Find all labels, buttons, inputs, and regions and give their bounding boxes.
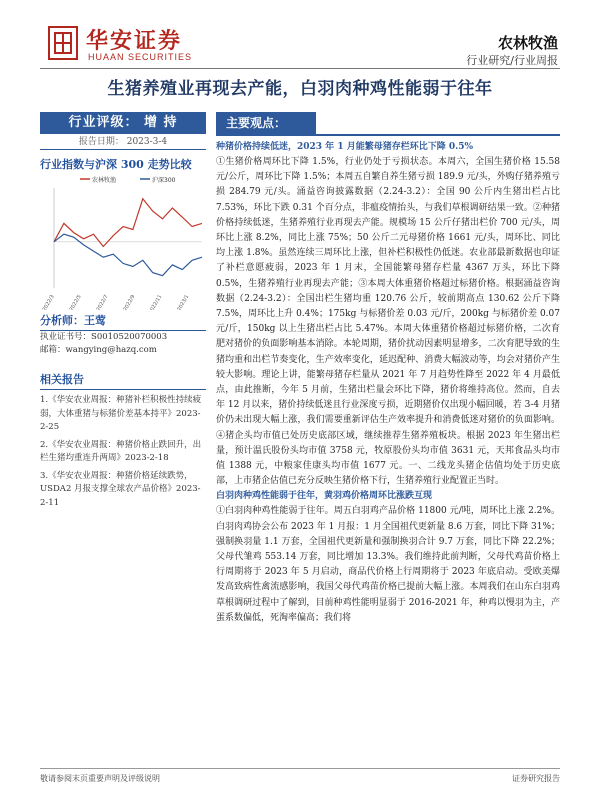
logo-english: HUAAN SECURITIES (88, 52, 193, 62)
report-title: 生猪养殖业再现去产能，白羽肉种鸡性能弱于往年 (107, 79, 493, 99)
rating-bar: 行业评级： 增 持 (40, 112, 206, 134)
x-tick-label: 2022/3 (41, 294, 56, 310)
related-report-1[interactable]: 1.《华安农业周报：种猪补栏积极性持续疲弱，大体重猪与标猪价差基本持平》2023-2-25 (40, 395, 202, 432)
related-reports-title: 相关报告 (40, 371, 206, 390)
logo-text: 华安证券 (86, 28, 183, 54)
main-points-label: 主要观点： (216, 112, 316, 134)
report-date (40, 134, 206, 150)
header-divider (40, 68, 560, 69)
footer-disclaimer: 敬请参阅末页重要声明及评级说明 (40, 774, 160, 783)
main-content (216, 112, 560, 626)
section-heading-1: 种猪价格持续低迷，2023 年 1 月能繁母猪存栏环比下降 0.5% (216, 142, 474, 152)
footer-label: 证券研究报告 (512, 774, 560, 783)
legend-label-0: 农林牧渔 (92, 177, 117, 184)
logo-icon (48, 26, 78, 60)
analyst-email: 邮箱：wangying@hazq.com (40, 345, 157, 355)
analyst-license: 执业证书号：S0010520070003 (40, 332, 168, 342)
main-divider (216, 134, 560, 136)
legend-label-1: 沪深300 (152, 177, 176, 184)
page-footer (40, 768, 560, 784)
date-value: 2023-3-4 (126, 137, 168, 147)
index-chart (40, 172, 206, 310)
related-report-3[interactable]: 3.《华安农业周报：种猪价格延续跌势，USDA2 月报支撑全球农产品价格》2023-2-11 (40, 470, 201, 508)
index-chart-svg (40, 172, 206, 310)
date-label: 报告日期： (78, 137, 124, 147)
series-line-1 (54, 234, 202, 276)
x-tick-label: 2022/5 (68, 294, 83, 310)
sidebar (40, 112, 206, 510)
x-tick-label: 2022/7 (95, 294, 110, 310)
x-tick-label: 2022/11 (147, 294, 164, 310)
report-type: 行业研究/行业周报 (466, 54, 558, 67)
related-report-2[interactable]: 2.《华安农业周报：种猪价格止跌回升，出栏生猪均重连升两周》2023-2-18 (40, 439, 202, 463)
report-header (0, 0, 600, 110)
x-tick-label: 2022/9 (122, 294, 137, 310)
analyst-title: 分析师：王莺 (40, 312, 206, 331)
industry-name: 农林牧渔 (497, 34, 558, 52)
x-tick-label: 2023/1 (176, 294, 191, 310)
paragraph-1: ①生猪价格周环比下降 1.5%，行业仍处于亏损状态。本周六，全国生猪价格 15.58 元/公斤，周环比下降 1.5%；本周五自繁自养生猪亏损 189.9 元/头，外购仔猪养殖亏损 284.79 元/头。涌益咨询披露数据（2.24-3.2）：全国 90 公斤内生猪出栏占比 7.53%，环比下跌 0.31 个百分点，非瘟疫情抬头，与我们草根调研结果一致。②种猪价格持续低迷，生猪养殖行业再现去产能。规模场 15 公斤仔猪出栏价 700 元/头，周环比上涨 8.2%，同比上涨 75%；50 公斤二元母猪价格 1661 元/头，周环比、同比均上涨 1.8%。虽然连续三周环比上涨，但补栏积极性仍低迷。农业部最新数据也印证了补栏意愿疲弱，2023 年 1 月末，全国能繁母猪存栏量 4367 万头，环比下降 0.5%，生猪养殖行业再现去产能；③本周大体重猪价格超过标猪价格。根据涌益咨询数据（2.24-3.2）：全国出栏生猪均重 120.76 公斤，较前期高点 130.62 公斤下降 7.5%，周环比上升 0.4%；175kg 与标猪价差 0.03 元/斤，200kg 与标猪价差 0.07 元/斤，150kg 以上生猪出栏占比 5.47%。本周大体重猪价格超过标猪价格，二次育肥对猪价的负面影响基本消除。本轮周期，猪价扰动因素明显增多，二次育肥导致的生猪均重和出栏节奏变化，生产效率变化，延迟配种、消费大幅波动等，均会对猪价产生较大影响。理论上讲，能繁母猪存栏量从 2021 年 7 月趋势性降至 2022 年 4 月最低点，由此推断，今年 5 月前，生猪出栏量会环比下降，猪价将维持高位。然而，自去年 12 月以来，猪价持续低迷且行业深度亏损，近期猪价仅出现小幅回暖，若 3-4 月猪价仍未出现大幅上涨，我们需要重新评估生产效率提升和消费低迷对猪价的负面影响。④猪企头均市值已处历史底部区域，继续推荐生猪养殖板块。根据 2023 年生猪出栏量，预计温氏股份头均市值 3758 元，牧原股份头均市值 3631 元，天邦食品头均市值 1388 元，中粮家佳康头均市值 1677 元。一、二线龙头猪企估值均处于历史底部，上市猪企估值已充分反映生猪价格下行，生猪养殖行业配置正当时。 (216, 157, 560, 487)
chart-title: 行业指数与沪深 300 走势比较 (40, 158, 192, 171)
section-heading-2: 白羽肉种鸡性能弱于往年，黄羽鸡价格周环比涨跌互现 (216, 491, 433, 502)
paragraph-2: ①白羽肉种鸡性能弱于往年。周五白羽鸡产品价格 11800 元/吨，周环比上涨 2.2%。白羽肉鸡协会公布 2023 年 1 月报：1 月全国祖代更新量 8.6 万套，同比下降 31%；强制换羽量 1.1 万套，全国祖代更新量和强制换羽合计 9.7 万套，同比下降 22.2%；父母代雏鸡 553.14 万套，同比增加 13.3%。我们维持此前判断，父母代鸡苗价格上行周期将于 2023 年 5 月启动，商品代价格上行周期将于 2023 年底启动。受欧美爆发高致病性禽流感影响，我国父母代鸡苗价格已提前大幅上涨。本周我们在山东白羽鸡草根调研过程中了解到，目前种鸡性能明显弱于 2016-2021 年，种鸡以慢羽为主，产蛋系数偏低，死淘率偏高；我们将 (216, 506, 560, 623)
